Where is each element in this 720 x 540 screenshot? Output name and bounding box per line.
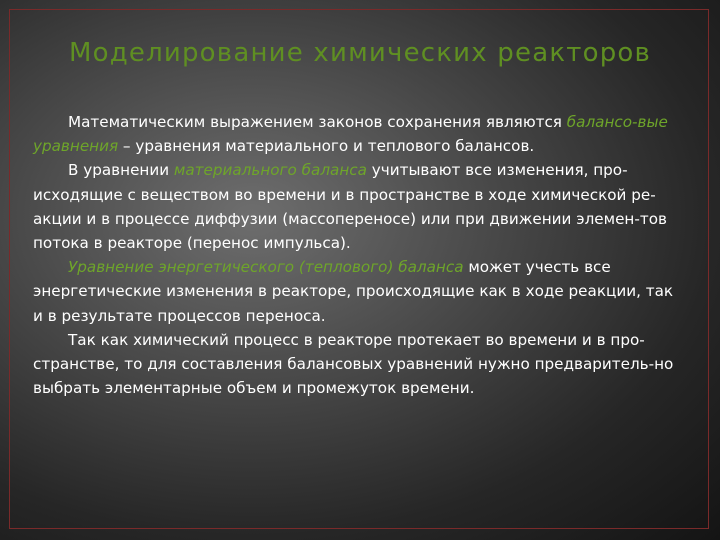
text-segment: может учесть все энергетические изменения в реакторе, происходящие как в ходе реакции, так и в результате процессов переноса. (33, 258, 674, 325)
paragraph-3 (33, 255, 683, 328)
text-segment: – уравнения материального и теплового балансов. (118, 137, 535, 156)
paragraph-1 (33, 110, 683, 158)
paragraph-2 (33, 158, 683, 255)
text-segment: Так как химический процесс в реакторе протекает во времени и в про-странстве, то для составления балансовых уравнений нужно предваритель-но выбрать элементарные объем и промежуток времени. (33, 330, 674, 398)
text-segment: учитывают все изменения, про-исходящие с веществом во времени и в пространстве в ходе химической ре-акции и в процессе диффузии (массопереносе) или при движении элемен-тов потока в реакторе (перенос импульса). (33, 161, 667, 253)
text-segment: Математическим выражением законов сохранения являются (68, 113, 567, 131)
paragraph-4 (33, 328, 683, 401)
text-segment: В уравнении (68, 161, 174, 180)
highlighted-term: Уравнение энергетического (теплового) баланса (68, 258, 464, 277)
highlighted-term: балансо-вые уравнения (33, 113, 668, 156)
slide-title: Моделирование химических реакторов (68, 38, 652, 68)
highlighted-term: материального баланса (173, 161, 367, 180)
slide-body (33, 110, 683, 400)
